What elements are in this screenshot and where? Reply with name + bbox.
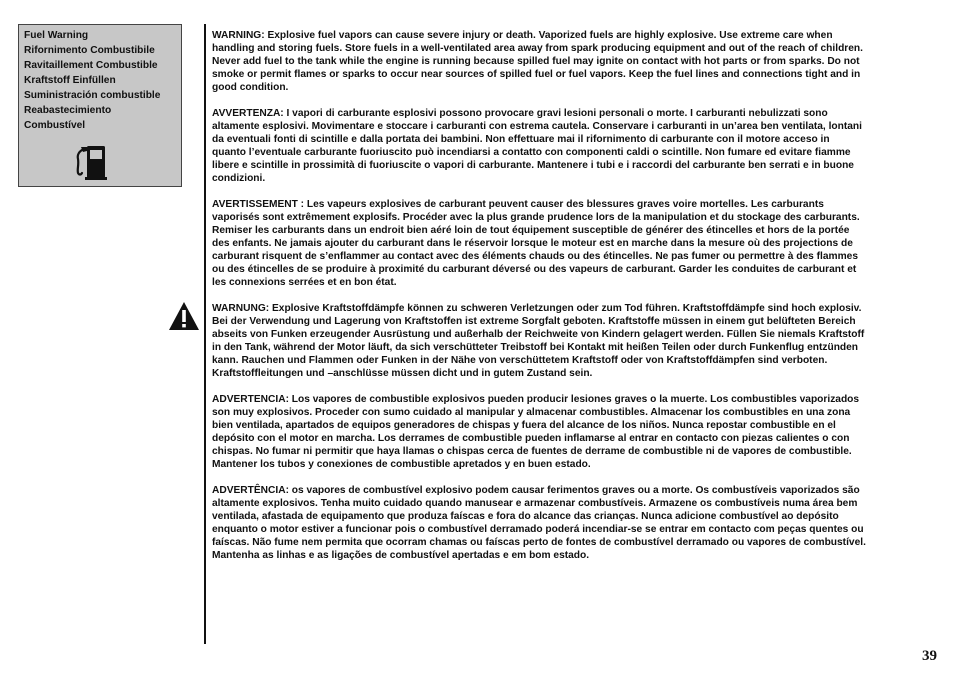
- sidebar-title-english: Fuel Warning: [24, 30, 89, 41]
- warning-paragraph-english: WARNING: Explosive fuel vapors can cause severe injury or death. Vaporized fuels are highly explosive. Use extreme care when handling and storing fuels. Store fuels in a well-ventilated area away from spark producing equipment and out of the reach of children. Never add fuel to the tank while the engine is running because spilled fuel may ignite on contact with hot parts or from sparks. Do not smoke or permit flames or sparks to occur near sources of spilled fuel or fuel vapors. Keep the fuel lines and connections tight and in good condition.: [212, 30, 863, 93]
- fuel-warning-sidebar: [18, 24, 182, 187]
- warning-paragraph-french: AVERTISSEMENT : Les vapeurs explosives de carburant peuvent causer des blessures graves voire mortelles. Les carburants vaporisés sont extrêmement explosifs. Procéder avec la plus grande prudence lors de la manipulation et du stockage des carburants. Remiser les carburants dans un endroit bien aéré loin de tout équipement susceptible de générer des étincelles et hors de la portée des enfants. Ne jamais ajouter du carburant dans le réservoir lorsque le moteur est en marche dans la mesure où des projections de carburant risquent de s’enflammer au contact avec des éléments chauds ou des étincelles. Ne pas fumer ou permettre à des flammes ou des étincelles de se produire à proximité du carburant déversé ou des vapeurs de carburant. Garder les conduites de carburant et les connexions serrées et en bon état.: [212, 199, 860, 288]
- sidebar-title-german: Kraftstoff Einfüllen: [24, 75, 116, 86]
- warning-triangle-icon: [168, 301, 200, 331]
- page-number: 39: [922, 648, 937, 664]
- warning-paragraph-german: WARNUNG: Explosive Kraftstoffdämpfe können zu schweren Verletzungen oder zum Tod führen. Kraftstoffdämpfe sind hoch explosiv. Bei der Verwendung und Lagerung von Kraftstoffen ist extreme Sorgfalt geboten. Kraftstoffe müssen in einem gut belüfteten Bereich abseits von Funken erzeugender Ausrüstung und außerhalb der Reichweite von Kindern gelagert werden. Füllen Sie niemals Kraftstoff in den Tank, während der Motor läuft, da sich verschütteter Treibstoff bei Kontakt mit heißen Teilen oder durch Funkenflug entzünden kann. Rauchen und Flammen oder Funken in der Nähe von verschüttetem Kraftstoff oder von Kraftstoffdämpfen sind verboten. Kraftstoffleitungen und –anschlüsse müssen dicht und in gutem Zustand sein.: [212, 303, 865, 379]
- warning-paragraph-spanish: ADVERTENCIA: Los vapores de combustible explosivos pueden producir lesiones graves o la muerte. Los combustibles vaporizados son muy explosivos. Proceder con sumo cuidado al manipular y almacenar combustibles. Almacenar los combustibles en una zona bien ventilada, apartados de equipos generadores de chispas y fuera del alcance de los niños. Nunca repostar combustible en el depósito con el motor en marcha. Los derrames de combustible pueden inflamarse al entrar en contacto con piezas calientes o con chispas. No fumar ni permitir que haya llamas o chispas cerca de fuentes de derrame de combustible ni de vapores de combustible. Mantener los tubos y conexiones de combustible apretados y en buen estado.: [212, 394, 860, 470]
- sidebar-title-portuguese-1: Reabastecimiento: [24, 105, 112, 116]
- fuel-pump-icon: [75, 143, 109, 181]
- sidebar-title-spanish: Suministración combustible: [24, 90, 161, 101]
- warning-paragraph-italian: AVVERTENZA: I vapori di carburante esplosivi possono provocare gravi lesioni personali o morte. I carburanti nebulizzati sono altamente esplosivi. Movimentare e stoccare i carburanti con estrema cautela. Conservare i carburanti in un’area ben ventilata, lontani da eventuali fonti di scintille e dalla portata dei bambini. Non effettuare mai il rifornimento di carburante con il motore acceso in quanto l’eventuale carburante fuoriuscito può incendiarsi a contatto con componenti caldi o scintille. Non fumare ed evitare fiamme libere e scintille in prossimità di fuoriuscite o vapori di carburante. Mantenere i tubi e i raccordi del carburante ben serrati e in buone condizioni.: [212, 108, 862, 184]
- warning-text-column: [212, 29, 937, 575]
- vertical-divider: [204, 24, 206, 644]
- sidebar-title-portuguese-2: Combustível: [24, 120, 86, 131]
- warning-paragraph-portuguese: ADVERTÊNCIA: os vapores de combustível explosivo podem causar ferimentos graves ou a morte. Os combustíveis vaporizados são altamente explosivos. Tenha muito cuidado quando manusear e armazenar combustíveis. Armazene os combustíveis numa área bem ventilada, afastada de equipamento que produza faíscas e fora do alcance das crianças. Nunca adicione combustível ao depósito enquanto o motor estiver a funcionar pois o combustível derramado poderá incendiar-se se entrar em contacto com peças quentes ou faíscas. Não fume nem permita que ocorram chamas ou faíscas perto de fontes de combustível derramado ou vapores de combustível. Mantenha as linhas e as ligações de combustível apertadas e em bom estado.: [212, 485, 866, 561]
- sidebar-title-italian: Rifornimento Combustibile: [24, 45, 155, 56]
- sidebar-title-french: Ravitaillement Combustible: [24, 60, 158, 71]
